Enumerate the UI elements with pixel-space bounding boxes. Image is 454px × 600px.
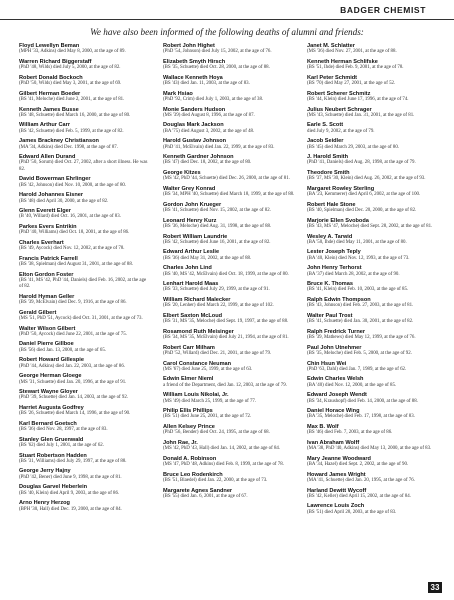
obituary-details: (BS '47) died Dec. 18, 2002, at the age of 80. <box>163 160 252 166</box>
obituary-entry <box>19 389 151 402</box>
obituary-entry <box>307 59 439 72</box>
obituary-entry <box>307 392 439 405</box>
obituary-details: (PhD '42, Bener) died June 9, 1998, at the age of 81. <box>19 474 122 480</box>
obituary-entry <box>19 224 151 237</box>
obituary-name: Elbert Saxton McLoud <box>163 312 223 319</box>
obituary-entry <box>163 122 295 135</box>
obituary-entry <box>19 468 151 481</box>
obituary-name: Mark Hsiao <box>163 90 193 97</box>
obituary-entry <box>163 59 295 72</box>
obituary-details: (BS '36) died Nov. 28, 1997, at the age of 83. <box>19 427 108 433</box>
obituary-details: (BS '40, Klein) died April 9, 2003, at the age of 86. <box>19 490 120 496</box>
obituary-details: (BS '36, Meloche) died Aug. 31, 1998, at the age of 88. <box>163 223 272 229</box>
obituary-details: (BS '42, Schuette) died June 16, 2001, at the age of 82. <box>163 239 271 245</box>
obituary-name: Francis Patrick Farrell <box>19 255 78 262</box>
obituary-entry <box>307 234 439 247</box>
obituary-name: Monie Sanders Hudson <box>163 106 226 113</box>
obituary-name: Donald A. Robinson <box>163 455 217 462</box>
obituary-name: Stanley Glen Gruenwald <box>19 436 84 443</box>
obituary-details: (BS '41, MS '42, PhD '44, Daniels) died Feb. 16, 2002, at the age of 82. <box>19 277 147 290</box>
obituary-name: Howard James Wright <box>307 471 366 478</box>
obituary-details: (BS '34, Kraushopf) died Feb. 14, 2000, at the age of 88. <box>307 398 418 404</box>
obituary-name: Wesley A. Tarwid <box>307 233 353 240</box>
obituary-name: Arno Henry Herzog <box>19 500 70 507</box>
obituary-details: (PhD '41, McElvain) died Jan. 22, 1999, at the age of 83. <box>163 144 275 150</box>
obituary-entry <box>163 234 295 247</box>
obituary-details: (BS '56) died Jan. 13, 2000, at the age of 65. <box>19 347 106 353</box>
obituary-details: (BS '20, Lenher) died March 22, 1999, at the age of 102. <box>163 303 274 309</box>
obituary-name: Lester Joseph Teply <box>307 249 361 256</box>
obituary-name: Harriet Augusta Godfrey <box>19 404 84 411</box>
obituary-entry <box>307 170 439 183</box>
obituary-details: (PhD '50, Aycock) died June 22, 2001, at the age of 75. <box>19 331 127 337</box>
obituary-entry <box>307 154 439 167</box>
obituary-name: Ralph Fredrick Turner <box>307 328 366 335</box>
obituary-entry <box>163 75 295 88</box>
obituary-details: (BS '42, Johnson) died Nov. 10, 2000, at the age of 80. <box>19 182 127 188</box>
obituary-name: Kenneth Gardner Johnson <box>163 154 234 161</box>
obituary-details: (BS '40, MS '42, McElvain) died Oct. 18, 1999, at the age of 80. <box>163 271 289 277</box>
obituary-name: Daniel Horace Wing <box>307 408 360 415</box>
obituary-details: (BA '37) died March 28, 2002, at the age of 90. <box>307 271 400 277</box>
obituary-entry <box>307 281 439 294</box>
obituary-entry <box>163 329 295 342</box>
obituary-entry <box>163 107 295 120</box>
obituary-details: (PhD '48, Wilds) died July 5, 2000, at the age of 82. <box>19 65 121 71</box>
obituary-entry <box>163 472 295 485</box>
obituary-entry <box>163 154 295 167</box>
obituary-entry <box>19 272 151 291</box>
obituary-name: J. Harold Smith <box>307 154 349 161</box>
obituary-name: John Henry Terhorst <box>307 265 362 272</box>
obituary-details: died July 9, 2002, at the age of 79. <box>307 128 375 134</box>
obituary-name: Marjorie Ellen Svoboda <box>307 217 369 224</box>
obituary-entry <box>163 345 295 358</box>
obituary-details: (B '40, Willard) died Oct. 16, 2001, at the age of 83. <box>19 214 121 220</box>
obituary-entry <box>307 297 439 310</box>
obituary-entry <box>19 75 151 88</box>
obituary-entry <box>307 345 439 358</box>
obituary-name: Harold Hyman Geller <box>19 293 75 300</box>
obituary-details: (BS '43, Johnson) died Feb. 27, 2003, at the age of 81. <box>307 303 414 309</box>
obituary-details: (BS '34, MPH '40, Schuette) died March 18, 1999, at the age of 88. <box>163 192 295 198</box>
obituary-name: Harold Gustav Johnson <box>163 138 227 145</box>
obituary-name: Lenhart Harold Maas <box>163 281 219 288</box>
obituary-name: Robert John Highet <box>163 43 215 49</box>
obituary-entry <box>19 310 151 323</box>
obituary-name: Earle S. Scott <box>307 122 344 129</box>
obituary-name: Ralph Edwin Thompson <box>307 297 371 303</box>
obituary-entry <box>19 453 151 466</box>
obituary-details: (PhD '92, Crim) died July 1, 2003, at the age of 38. <box>163 96 264 102</box>
obituary-details: (BA '23, Kemmerer) died April 6, 2002, at the age of 100. <box>307 192 421 198</box>
obituary-name: Edward Joseph Wendt <box>307 392 367 399</box>
obituary-entry <box>19 59 151 72</box>
obituary-details: (BS '48, Schuette) died March 16, 2000, at the age of 80. <box>19 112 131 118</box>
obituary-details: (MS '51, PhD '51, Aycock) died Oct. 31, 2001, at the age of 73. <box>19 316 143 322</box>
obituary-entry <box>19 192 151 205</box>
obituary-name: Warren Richard Biggerstaff <box>19 58 92 65</box>
obituary-details: (BS '31, MS '35, Meloche) died Sept. 19, 1997, at the age of 88. <box>163 319 289 325</box>
obituary-details: a friend of the Department, died Jan. 12, 2003, at the age of 79. <box>163 382 287 388</box>
obituary-name: James Brackney Christianson <box>19 138 99 145</box>
obituary-name: Rosamond Ruth Meisinger <box>163 328 234 335</box>
obituary-entry <box>307 376 439 389</box>
obituary-details: (PhD '50, Sorum) died Oct. 27, 2002, after a short illness. He was 82. <box>19 160 148 172</box>
obituary-entry <box>307 202 439 215</box>
obituary-details: (BS '35, Meloche) died Feb. 5, 2000, at the age of 92. <box>307 350 412 356</box>
obituary-name: Allen Kelsey Prince <box>163 424 215 430</box>
obituary-details: (PhD '56, Bender) died Oct. 24, 1995, at the age of 68. <box>163 430 270 436</box>
obituary-entry <box>307 122 439 135</box>
obituary-name: Paul John Utnehmer <box>307 344 362 351</box>
obituary-name: Charles Everhart <box>19 239 64 246</box>
obituary-name: Karl Peter Schmidt <box>307 74 358 81</box>
obituary-name: Kenneth James Busse <box>19 106 79 113</box>
obituary-name: Jacob Seidler <box>307 138 344 145</box>
obituary-entry <box>163 392 295 405</box>
column-1 <box>19 43 151 516</box>
obituary-details: (BS '49, Aycock) died Nov. 12, 2002, at the age of 78. <box>19 246 125 252</box>
obituary-details: (BS '41, Schuette) died Jan. 30, 2001, at the age of 82. <box>307 319 414 325</box>
obituary-name: Elizabeth Smyth Hirsch <box>163 58 226 65</box>
obituary-name: Chin Hsun Wei <box>307 360 347 367</box>
obituary-details: (BS '33, Schuette) died July 29, 1999, at the age of 91. <box>163 287 270 293</box>
obituary-name: Stewart Wayne Gloyer <box>19 389 78 396</box>
obituary-details: (PhD '54, Johnson) died July 15, 2002, at the age of 76. <box>163 49 272 55</box>
obituary-name: Janet M. Schlatter <box>307 43 355 49</box>
obituary-entry <box>19 437 151 450</box>
obituary-entry <box>19 421 151 434</box>
obituary-details: (BS '43) died Jan. 11, 2003, at the age of 83. <box>163 81 250 87</box>
obituary-details: (MS '49) died March 25, 1999, at the age of 77. <box>163 398 257 404</box>
obituary-details: (BS '41, Schuette) died Nov. 15, 2002, at the age of 82. <box>163 208 271 214</box>
section-intro: We have also been informed of the following deaths of alumni and friends: <box>90 27 364 37</box>
obituary-entry <box>163 456 295 469</box>
page-header <box>0 0 454 20</box>
obituary-details: (BS '48) died April 30, 2000, at the age of 82. <box>19 198 109 204</box>
obituary-details: (BS '26, Schuette) died March 14, 1996, at the age of 90. <box>19 411 131 417</box>
obituary-name: Max B. Wolf <box>307 424 339 430</box>
obituary-details: (BA '75) died August 3, 2002, at the age of 48. <box>163 128 255 134</box>
obituary-details: (BS '51) died April 28, 2003, at the age of 83. <box>307 509 397 515</box>
obituary-details: (BPH '30, Hall) died Dec. 19, 2000, at the age of 84. <box>19 506 122 512</box>
obituary-entry <box>19 484 151 497</box>
obituary-name: Robert Carr Milham <box>163 344 215 351</box>
obituary-details: (BA '34, Hazel) died Sept. 2, 2002, at the age of 90. <box>307 462 409 468</box>
obituary-entry <box>163 440 295 453</box>
obituary-name: Leonard Henry Kurz <box>163 217 217 224</box>
obituary-entry <box>19 154 151 173</box>
obituary-name: William Richard Malecker <box>163 297 231 303</box>
obituary-details: (BS '51, Ihde) died Feb. 9, 2001, at the age of 78. <box>307 65 404 71</box>
obituary-entry <box>19 122 151 135</box>
obituary-details: (MS '47, PhD '48, Adkins) died Feb. 8, 1999, at the age of 78. <box>163 462 284 468</box>
obituary-entry <box>163 138 295 151</box>
obituary-details: (MA '41, Schuette) died Jan. 20, 1995, at the age of 76. <box>307 477 415 483</box>
obituary-entry <box>307 456 439 469</box>
obituary-details: (PhD '39, Schuette) died Jan. 14, 2003, at the age of 92. <box>19 395 128 401</box>
obituary-entry <box>163 376 295 389</box>
obituary-name: William Louis Nikolai, Jr. <box>163 392 229 399</box>
obituary-details: (BA '35, Meloche) died Feb. 17, 1998, at the age of 83. <box>307 414 415 420</box>
obituary-details: (MS '43, Schuette) died Jan. 31, 2001, at the age of 81. <box>307 112 415 118</box>
obituary-details: (BS '34, MS '35, McElvain) died July 21, 1994, at the age of 81. <box>163 335 289 341</box>
obituary-name: Margaret Rowley Sterling <box>307 185 375 192</box>
obituary-name: Robert Donald Bockoch <box>19 74 83 81</box>
obituary-name: Walter Paul Trost <box>307 312 353 319</box>
obituary-entry <box>19 500 151 513</box>
obituary-name: Douglas Mark Jackson <box>163 122 224 129</box>
obituary-name: Charles John Lind <box>163 265 212 272</box>
obituary-entry <box>307 472 439 485</box>
obituary-details: (BS '40, Spielman) died Dec. 20, 2000, at the age of 82. <box>307 208 417 214</box>
obituary-details: (MPH '33, Adkins) died May 8, 2000, at the age of 89. <box>19 49 126 55</box>
obituary-entry <box>307 107 439 120</box>
obituary-name: Julius Neubert Schrager <box>307 106 372 113</box>
obituary-entry <box>307 408 439 421</box>
obituary-details: (BS '62) died July 1, 2001, at the age of 62. <box>19 443 104 449</box>
obituary-name: Robert Scherer Schmitz <box>307 90 371 97</box>
obituary-details: (MS '67) died June 25, 1999, at the age of 63. <box>163 366 253 372</box>
obituary-entry <box>19 107 151 120</box>
obituary-details: (BS '42, Keller) died April 15, 2002, at the age of 84. <box>307 493 411 499</box>
obituary-name: Lawrence Louis Zoch <box>307 503 365 510</box>
obituary-entry <box>307 75 439 88</box>
obituary-entry <box>307 488 439 501</box>
obituary-name: Bruce K. Thomas <box>307 281 354 288</box>
obituary-entry <box>307 186 439 199</box>
obituary-name: George Jerry Hajny <box>19 468 71 475</box>
obituary-details: (BS '43, MS '47, Meloche) died Sept. 28, 2002, at the age of 81. <box>307 223 433 229</box>
obituary-details: (BA '50, Ihde) died May 11, 2001, at the age of 80. <box>307 239 407 245</box>
obituary-name: Kenneth Herman Schlifske <box>307 58 378 65</box>
obituary-entry <box>307 329 439 342</box>
obituary-details: (BS '38, Spielman) died August 31, 2001, at the age of 88. <box>19 262 134 268</box>
obituary-name: Douglas Garvel Heberlein <box>19 484 88 491</box>
obituary-details: (MA '34, Adkins) died Dec. 1998, at the age of 87. <box>19 144 118 150</box>
obituary-entry <box>163 249 295 262</box>
obituary-name: Glenn Everett Elger <box>19 208 71 215</box>
column-3 <box>307 43 439 519</box>
obituary-name: Ivan Abraham Wolff <box>307 439 360 446</box>
obituary-name: Carol Constance Neuman <box>163 360 232 367</box>
obituary-details: (BA '40) died Nov. 12, 2000, at the age of 85. <box>307 382 397 388</box>
obituary-name: George Kitzes <box>163 170 201 176</box>
page-number: 33 <box>428 582 442 593</box>
obituary-entry <box>19 240 151 253</box>
obituary-name: David Bowerman Ehrlinger <box>19 176 91 183</box>
obituary-entry <box>163 265 295 278</box>
obituary-details: (BS '44, Klein) died June 17, 1996, at the age of 74. <box>307 96 409 102</box>
obituary-name: Edwin Elmer Nieml <box>163 376 214 383</box>
obituary-entry <box>19 373 151 386</box>
obituary-name: Robert Hale Stone <box>307 201 356 208</box>
obituary-name: Stuart Robertson Hadden <box>19 452 87 459</box>
obituary-name: Theodore Smith <box>307 170 350 176</box>
obituary-entry <box>19 43 151 56</box>
obituary-entry <box>163 218 295 231</box>
obituary-details: (MS '39) died August 8, 1996, at the age of 87. <box>163 112 255 118</box>
obituary-details: (BS '41, Meloche) died June 2, 2001, at the age of 81. <box>19 96 125 102</box>
obituary-entry <box>307 249 439 262</box>
obituary-entry <box>19 176 151 189</box>
obituary-name: Edward Allen Durand <box>19 154 76 161</box>
obituary-name: Harland Dewitt Wycoff <box>307 487 367 494</box>
obituary-name: Harold Johannes Eisner <box>19 192 84 199</box>
obituary-name: Margarete Agnes Sandner <box>163 487 233 494</box>
obituary-entry <box>307 361 439 374</box>
obituary-entry <box>307 440 439 453</box>
obituary-entry <box>163 488 295 501</box>
obituary-details: (BS '70) died May 27, 2001, at the age of 52. <box>307 81 396 87</box>
obituary-entry <box>307 313 439 326</box>
obituary-name: Gilbert Herman Boeder <box>19 90 81 97</box>
obituary-entry <box>307 503 439 516</box>
obituary-entry <box>163 297 295 310</box>
obituary-name: Robert Howard Gillespie <box>19 357 84 364</box>
obituary-name: Gerald Gilbert <box>19 309 57 316</box>
obituary-entry <box>307 265 439 278</box>
obituary-name: Mary Jeanne Woodward <box>307 455 371 462</box>
obituary-name: Philip Ellis Phillips <box>163 408 213 415</box>
obituary-details: (MS '31, Schuette) died Jan. 20, 1996, at the age of 91. <box>19 379 127 385</box>
obituary-entry <box>163 408 295 421</box>
obituary-details: (BS '55) died Jan. 6, 2001, at the age of 67. <box>163 493 248 499</box>
obituary-entry <box>307 91 439 104</box>
obituary-name: Daniel Pierre Gillboe <box>19 341 74 348</box>
obituary-entry <box>19 405 151 418</box>
obituary-entry <box>163 361 295 374</box>
obituary-entry <box>307 138 439 151</box>
obituary-details: (PhD '63, Dahl) died Jan. 7, 1989, at the age of 62. <box>307 366 407 372</box>
obituary-name: Robert William Laundrie <box>163 233 228 240</box>
obituary-details: (BS '51, Blaedel) died Jan. 22, 2000, at the age of 73. <box>163 477 268 483</box>
obituary-entry <box>19 138 151 151</box>
obituary-details: (BS '39, Mathews) died May 12, 1999, at the age of 76. <box>307 335 416 341</box>
obituary-name: Elton Gordon Foster <box>19 271 74 278</box>
obituary-name: John Rae, Jr. <box>163 439 198 446</box>
obituary-entry <box>163 202 295 215</box>
obituary-name: Walter Wilson Gilbert <box>19 325 76 332</box>
obituary-entry <box>163 91 295 104</box>
obituary-name: Karl Bernard Goetsch <box>19 420 77 427</box>
publication-title: BADGER CHEMIST <box>340 5 426 15</box>
obituary-details: (BS '51) died June 25, 2001, at the age of 72. <box>163 414 252 420</box>
obituary-name: Parkes Evers Entrikin <box>19 223 77 230</box>
obituary-name: Bruce Leo Rodenkirch <box>163 471 223 478</box>
obituary-details: (BS '31, Williams) died July 29, 1997, at the age of 88. <box>19 458 127 464</box>
obituary-name: Walter Grey Konrad <box>163 185 216 192</box>
obituary-entry <box>19 294 151 307</box>
obituary-details: (BS '37, MS '30, Klein) died Aug. 26, 2002, at the age of 93. <box>307 176 426 182</box>
obituary-entry <box>19 91 151 104</box>
obituary-details: (BS '45) died March 29, 2003, at the age of 80. <box>307 144 400 150</box>
obituary-details: (BS '46) died Feb. 7, 2003, at the age of 86. <box>307 430 393 436</box>
obituary-entry <box>163 43 295 56</box>
obituary-entry <box>19 341 151 354</box>
obituary-details: (MS '42, PhD '44, Schuette) died Dec. 26, 2000, at the age of 81. <box>163 176 290 182</box>
obituary-entry <box>163 170 295 183</box>
obituary-name: Edwin Charles Welsh <box>307 376 364 383</box>
obituary-entry <box>19 357 151 370</box>
obituary-entry <box>307 218 439 231</box>
obituary-name: Edward Arthur Leslie <box>163 249 220 256</box>
obituary-details: (MA '38, PhD '40, Adkins) died May 13, 2000, at the age of 83. <box>307 446 432 452</box>
obituary-entry <box>163 186 295 199</box>
obituary-entry <box>163 424 295 437</box>
obituary-entry <box>307 424 439 437</box>
obituary-name: George Herman Gloege <box>19 373 82 380</box>
obituary-details: (BA '40, Klein) died Nov. 12, 1993, at the age of 73. <box>307 255 410 261</box>
obituary-details: (PhD '44, Adkins) died Jan. 22, 2003, at the age of 86. <box>19 363 126 369</box>
obituary-name: Wallace Kenneth Hoya <box>163 74 223 81</box>
obituary-name: Floyd Lewellyn Beman <box>19 43 80 49</box>
obituary-details: (BS '35, Schuette) died Oct. 28, 2000, at the age of 88. <box>163 65 270 71</box>
obituary-name: William Arthur Carr <box>19 122 71 129</box>
obituary-name: Gordon John Krueger <box>163 201 222 208</box>
obituary-details: (MS '36) died Nov. 27, 2001, at the age of 88. <box>307 49 397 55</box>
obituary-details: (BS '42, Schuette) died Feb. 5, 1999, at the age of 82. <box>19 128 124 134</box>
obituary-details: (MS '42, PhD '43, Hall) died Jan. 14, 2002, at the age of 84. <box>163 446 281 452</box>
obituary-entry <box>163 281 295 294</box>
obituary-entry <box>307 43 439 56</box>
column-2 <box>163 43 295 503</box>
obituary-details: (PhD '41, Daniels) died Aug. 28, 1998, at the age of 79. <box>307 160 416 166</box>
obituary-entry <box>19 326 151 339</box>
obituary-entry <box>19 208 151 221</box>
obituary-details: (PhD '40, Williams) died Oct. 18, 2001, at the age of 86. <box>19 230 130 236</box>
obituary-details: (PhD '52, Willard) died Dec. 21, 2001, at the age of 79. <box>163 350 272 356</box>
obituary-entry <box>163 313 295 326</box>
obituary-details: (BS '41, Klein) died Feb. 10, 2003, at the age of 85. <box>307 287 409 293</box>
obituary-details: (BS '36) died May 31, 2002, at the age of 88. <box>163 255 252 261</box>
obituary-details: (BS '39, McElvain) died Dec. 9, 1916, at the age of 86. <box>19 300 127 306</box>
obituary-details: (PhD '50, Wilds) died May 3, 2001, at the age of 69. <box>19 81 122 87</box>
obituary-entry <box>19 256 151 269</box>
